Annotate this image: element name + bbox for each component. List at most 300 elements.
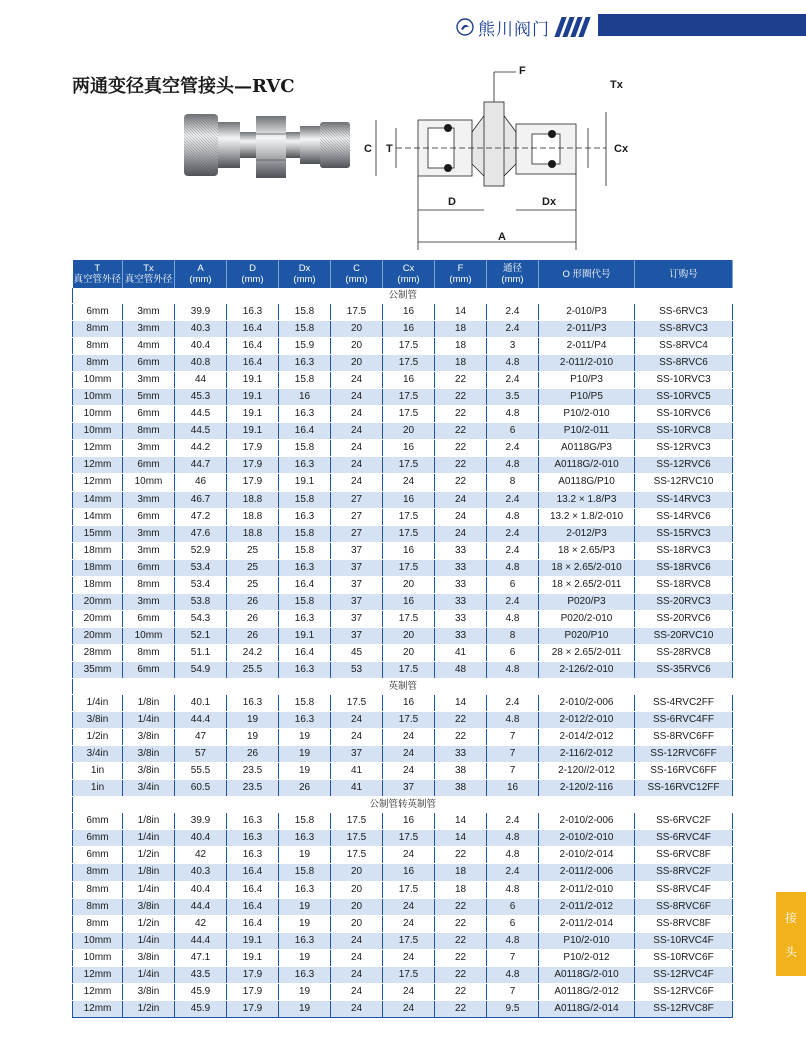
table-cell: 10mm [73, 389, 123, 406]
table-cell: 17.5 [383, 881, 435, 898]
table-cell: 6mm [73, 813, 123, 830]
column-header [175, 260, 227, 288]
table-cell: 1in [73, 780, 123, 797]
table-cell: 9.5 [487, 1000, 539, 1017]
column-header [123, 260, 175, 288]
table-cell: 4.8 [487, 830, 539, 847]
table-cell: 18.8 [227, 491, 279, 508]
table-cell: 24 [383, 746, 435, 763]
table-cell: 1/4in [123, 881, 175, 898]
table-cell: 8mm [73, 864, 123, 881]
table-cell: 17.5 [383, 355, 435, 372]
table-cell: A0118G/2-012 [539, 983, 635, 1000]
table-row [73, 729, 733, 746]
table-cell: 25 [227, 542, 279, 559]
table-cell: 16.3 [227, 813, 279, 830]
column-header-line: O 形圈代号 [562, 268, 611, 280]
table-cell: 16.3 [279, 406, 331, 423]
table-cell: 19.1 [227, 932, 279, 949]
table-cell: 16.4 [227, 898, 279, 915]
table-cell: 44.4 [175, 712, 227, 729]
table-cell: 3/8in [73, 712, 123, 729]
table-cell: 24 [331, 423, 383, 440]
table-cell: 44.2 [175, 440, 227, 457]
table-cell: 22 [435, 406, 487, 423]
table-cell: 6 [487, 423, 539, 440]
table-cell: 12mm [73, 474, 123, 491]
table-cell: 3/8in [123, 898, 175, 915]
table-cell: SS-8RVC6F [635, 898, 733, 915]
table-row [73, 695, 733, 712]
table-cell: SS-8RVC4 [635, 338, 733, 355]
table-cell: 1/2in [123, 1000, 175, 1017]
table-cell: 45.9 [175, 983, 227, 1000]
table-cell: 4.8 [487, 457, 539, 474]
column-header-line: C [353, 263, 360, 274]
table-cell: 16.4 [279, 576, 331, 593]
table-cell: 28mm [73, 644, 123, 661]
table-cell: 7 [487, 729, 539, 746]
table-cell: 16 [383, 593, 435, 610]
table-cell: 27 [331, 491, 383, 508]
table-row [73, 491, 733, 508]
table-cell: 17.5 [331, 695, 383, 712]
table-cell: 20 [331, 321, 383, 338]
table-cell: 19 [279, 763, 331, 780]
table-cell: 18 [435, 881, 487, 898]
label-t: T [386, 143, 393, 155]
table-row [73, 746, 733, 763]
label-a: A [498, 231, 506, 243]
table-row [73, 780, 733, 797]
table-cell: 4mm [123, 338, 175, 355]
table-cell: 3mm [123, 440, 175, 457]
table-row [73, 644, 733, 661]
table-cell: 1/4in [73, 695, 123, 712]
table-cell: SS-20RVC6 [635, 610, 733, 627]
table-cell: 53.4 [175, 559, 227, 576]
section-title: 公制管 [73, 288, 733, 304]
table-cell: 19.1 [227, 406, 279, 423]
table-cell: 22 [435, 932, 487, 949]
column-header-line: F [457, 263, 464, 274]
column-header [279, 260, 331, 288]
table-cell: 17.5 [383, 406, 435, 423]
table-row [73, 474, 733, 491]
table-cell: 2-012/2-010 [539, 712, 635, 729]
table-cell: 10mm [73, 932, 123, 949]
table-cell: 17.5 [383, 559, 435, 576]
table-cell: 22 [435, 423, 487, 440]
table-cell: 47 [175, 729, 227, 746]
table-cell: 16.3 [279, 830, 331, 847]
brand-header [456, 14, 590, 40]
table-cell: 19.1 [227, 389, 279, 406]
table-cell: 40.4 [175, 881, 227, 898]
table-cell: 25 [227, 576, 279, 593]
table-cell: 10mm [73, 949, 123, 966]
table-cell: 15.8 [279, 321, 331, 338]
table-row [73, 983, 733, 1000]
table-cell: 25.5 [227, 661, 279, 678]
column-header-line: (mm) [241, 274, 264, 285]
table-cell: 17.5 [383, 712, 435, 729]
table-cell: 18 [435, 864, 487, 881]
table-cell: 3/8in [123, 983, 175, 1000]
table-cell: 27 [331, 525, 383, 542]
table-cell: 53 [331, 661, 383, 678]
table-cell: SS-8RVC3 [635, 321, 733, 338]
table-cell: 22 [435, 457, 487, 474]
table-cell: A0118G/2-010 [539, 457, 635, 474]
table-cell: 25 [227, 559, 279, 576]
table-row [73, 847, 733, 864]
column-header-line: (mm) [501, 274, 524, 285]
table-cell: 2-126/2-010 [539, 661, 635, 678]
table-cell: 19 [279, 1000, 331, 1017]
table-cell: 4.8 [487, 932, 539, 949]
column-header [487, 260, 539, 288]
table-cell: 33 [435, 627, 487, 644]
table-cell: 37 [331, 627, 383, 644]
table-cell: 40.8 [175, 355, 227, 372]
table-cell: 17.5 [383, 457, 435, 474]
table-cell: 18mm [73, 542, 123, 559]
column-header-line: D [249, 263, 256, 274]
table-cell: 17.5 [331, 847, 383, 864]
table-cell: 16.3 [279, 932, 331, 949]
table-cell: 1/8in [123, 813, 175, 830]
table-cell: 3mm [123, 372, 175, 389]
table-cell: 2-011/2-006 [539, 864, 635, 881]
table-cell: 44 [175, 372, 227, 389]
table-cell: 17.5 [331, 813, 383, 830]
table-cell: 2-010/2-014 [539, 847, 635, 864]
table-cell: 16.3 [279, 661, 331, 678]
table-cell: 24 [435, 508, 487, 525]
table-cell: 17.5 [383, 830, 435, 847]
column-header-line: (mm) [293, 274, 316, 285]
table-cell: 6mm [123, 406, 175, 423]
table-cell: 24 [383, 949, 435, 966]
table-cell: 3.5 [487, 389, 539, 406]
table-row [73, 576, 733, 593]
table-cell: A0118G/2-010 [539, 966, 635, 983]
table-cell: 16.4 [279, 423, 331, 440]
table-row [73, 864, 733, 881]
table-cell: 16.4 [227, 338, 279, 355]
table-cell: 16.3 [227, 830, 279, 847]
table-row [73, 610, 733, 627]
table-cell: 17.9 [227, 440, 279, 457]
table-cell: 24 [383, 1000, 435, 1017]
table-cell: 53.4 [175, 576, 227, 593]
table-row [73, 763, 733, 780]
table-cell: 16 [383, 440, 435, 457]
table-cell: 17.5 [383, 525, 435, 542]
table-row [73, 813, 733, 830]
table-cell: 12mm [73, 457, 123, 474]
table-row [73, 542, 733, 559]
table-cell: 16 [383, 813, 435, 830]
table-cell: 22 [435, 389, 487, 406]
table-cell: 15.8 [279, 695, 331, 712]
table-cell: 24 [331, 712, 383, 729]
brand-name: 熊川阀门 [478, 19, 550, 40]
table-cell: 20 [331, 338, 383, 355]
table-row [73, 338, 733, 355]
table-cell: 6mm [123, 559, 175, 576]
table-cell: 4.8 [487, 355, 539, 372]
table-cell: 48 [435, 661, 487, 678]
table-row [73, 372, 733, 389]
table-cell: 17.9 [227, 966, 279, 983]
table-cell: 33 [435, 746, 487, 763]
table-cell: 20 [383, 576, 435, 593]
table-cell: 44.4 [175, 898, 227, 915]
table-cell: 41 [435, 644, 487, 661]
table-cell: 2-116/2-012 [539, 746, 635, 763]
table-cell: A0118G/2-014 [539, 1000, 635, 1017]
table-cell: 8mm [73, 355, 123, 372]
table-cell: 4.8 [487, 610, 539, 627]
table-cell: 24 [331, 949, 383, 966]
table-cell: 17.5 [383, 661, 435, 678]
table-cell: 17.5 [383, 932, 435, 949]
table-cell: 17.5 [383, 338, 435, 355]
table-cell: 10mm [73, 406, 123, 423]
table-cell: 4.8 [487, 559, 539, 576]
table-cell: 2-012/P3 [539, 525, 635, 542]
table-cell: 33 [435, 576, 487, 593]
table-cell: 19 [279, 729, 331, 746]
header-row [73, 260, 733, 288]
table-cell: 6 [487, 915, 539, 932]
table-cell: 51.1 [175, 644, 227, 661]
table-cell: SS-14RVC6 [635, 508, 733, 525]
table-row [73, 966, 733, 983]
table-cell: 14 [435, 813, 487, 830]
table-cell: 14 [435, 830, 487, 847]
table-cell: 19 [279, 949, 331, 966]
table-cell: 4.8 [487, 661, 539, 678]
table-cell: SS-6RVC8F [635, 847, 733, 864]
table-cell: SS-18RVC6 [635, 559, 733, 576]
table-cell: 2.4 [487, 695, 539, 712]
table-cell: 16.4 [227, 355, 279, 372]
table-cell: 1/4in [123, 830, 175, 847]
table-cell: 18mm [73, 559, 123, 576]
table-cell: 2-010/2-010 [539, 830, 635, 847]
table-cell: 24 [435, 491, 487, 508]
table-cell: 26 [227, 593, 279, 610]
table-row [73, 932, 733, 949]
table-cell: 16.3 [279, 881, 331, 898]
label-f: F [519, 65, 526, 77]
table-cell: 8mm [73, 881, 123, 898]
table-cell: 2-011/2-014 [539, 915, 635, 932]
table-cell: SS-8RVC6 [635, 355, 733, 372]
table-cell: 16.3 [227, 695, 279, 712]
table-cell: 4.8 [487, 881, 539, 898]
column-header [331, 260, 383, 288]
column-header-line: (mm) [397, 274, 420, 285]
label-cx: Cx [614, 143, 629, 155]
table-cell: 2-011/P3 [539, 321, 635, 338]
table-row [73, 508, 733, 525]
table-cell: 6mm [73, 847, 123, 864]
table-cell: 10mm [73, 423, 123, 440]
table-cell: SS-8RVC8F [635, 915, 733, 932]
table-cell: 2.4 [487, 372, 539, 389]
table-cell: 24 [383, 847, 435, 864]
table-cell: 47.2 [175, 508, 227, 525]
table-cell: 20 [383, 627, 435, 644]
table-cell: 14 [435, 695, 487, 712]
table-cell: SS-18RVC8 [635, 576, 733, 593]
table-cell: 16.4 [279, 644, 331, 661]
table-cell: 20 [331, 881, 383, 898]
table-cell: 23.5 [227, 763, 279, 780]
table-cell: 24 [331, 983, 383, 1000]
table-cell: P10/2-010 [539, 932, 635, 949]
table-cell: SS-12RVC8F [635, 1000, 733, 1017]
side-tab [776, 892, 806, 976]
table-cell: 24 [331, 457, 383, 474]
table-cell: 37 [331, 746, 383, 763]
table-cell: 20 [331, 355, 383, 372]
table-cell: 6 [487, 644, 539, 661]
table-cell: 3mm [123, 304, 175, 321]
table-row [73, 1000, 733, 1017]
table-cell: 3/8in [123, 746, 175, 763]
table-cell: 14mm [73, 491, 123, 508]
section-row [73, 288, 733, 304]
table-cell: 3mm [123, 491, 175, 508]
table-cell: 2-120//2-012 [539, 763, 635, 780]
table-cell: 24 [383, 898, 435, 915]
table-cell: 19.1 [227, 372, 279, 389]
table-cell: 13.2 × 1.8/2-010 [539, 508, 635, 525]
table-cell: 16 [383, 321, 435, 338]
table-cell: 16.3 [279, 457, 331, 474]
table-cell: 18 × 2.65/2-010 [539, 559, 635, 576]
table-cell: 16 [383, 695, 435, 712]
table-cell: 2-011/P4 [539, 338, 635, 355]
table-cell: 47.1 [175, 949, 227, 966]
table-cell: 8mm [123, 576, 175, 593]
table-cell: SS-6RVC4FF [635, 712, 733, 729]
table-cell: 16 [383, 372, 435, 389]
table-cell: 16 [383, 542, 435, 559]
table-cell: SS-12RVC3 [635, 440, 733, 457]
side-tab-char: 头 [784, 944, 797, 959]
table-cell: 15.8 [279, 864, 331, 881]
table-row [73, 627, 733, 644]
table-cell: 7 [487, 746, 539, 763]
table-cell: 6mm [123, 457, 175, 474]
table-cell: 53.8 [175, 593, 227, 610]
table-cell: 19.1 [227, 949, 279, 966]
table-cell: 37 [331, 593, 383, 610]
column-header-line: (mm) [449, 274, 472, 285]
table-cell: 16 [383, 864, 435, 881]
table-cell: 24 [331, 932, 383, 949]
table-cell: 24 [331, 372, 383, 389]
column-header-line: T [94, 263, 101, 274]
table-cell: 19 [279, 746, 331, 763]
table-cell: 40.1 [175, 695, 227, 712]
table-cell: 40.4 [175, 338, 227, 355]
table-row [73, 389, 733, 406]
table-cell: 16 [383, 491, 435, 508]
label-d: D [448, 196, 456, 208]
table-cell: P10/2-010 [539, 406, 635, 423]
table-cell: 18 [435, 321, 487, 338]
table-cell: 15.8 [279, 525, 331, 542]
column-header-line: 真空管外径 [124, 274, 173, 285]
table-cell: SS-10RVC6 [635, 406, 733, 423]
table-cell: 8 [487, 627, 539, 644]
brand-bar [598, 14, 806, 36]
table-cell: SS-6RVC2F [635, 813, 733, 830]
table-cell: 2-010/2-006 [539, 813, 635, 830]
table-cell: 42 [175, 847, 227, 864]
table-cell: 18 [435, 355, 487, 372]
table-cell: 26 [227, 610, 279, 627]
table-cell: SS-12RVC6FF [635, 746, 733, 763]
table-row [73, 559, 733, 576]
table-cell: 44.4 [175, 932, 227, 949]
table-cell: 12mm [73, 440, 123, 457]
table-cell: 8mm [123, 423, 175, 440]
table-cell: 22 [435, 440, 487, 457]
table-cell: 15.8 [279, 593, 331, 610]
column-header [539, 260, 635, 288]
table-cell: 17.9 [227, 474, 279, 491]
table-cell: 44.5 [175, 423, 227, 440]
table-cell: 15.8 [279, 372, 331, 389]
table-cell: 57 [175, 746, 227, 763]
table-cell: 24 [331, 474, 383, 491]
table-row [73, 661, 733, 678]
table-row [73, 457, 733, 474]
table-cell: 24 [383, 983, 435, 1000]
table-cell: 39.9 [175, 304, 227, 321]
table-cell: 33 [435, 559, 487, 576]
table-cell: 19 [227, 712, 279, 729]
table-cell: 15.8 [279, 491, 331, 508]
table-row [73, 898, 733, 915]
table-cell: P10/2-011 [539, 423, 635, 440]
label-dx: Dx [542, 196, 557, 208]
table-cell: 17.5 [331, 304, 383, 321]
table-cell: 45.9 [175, 1000, 227, 1017]
table-cell: 38 [435, 763, 487, 780]
table-cell: 10mm [73, 372, 123, 389]
table-cell: 37 [383, 780, 435, 797]
table-cell: 2-011/2-010 [539, 881, 635, 898]
table-cell: 18 × 2.65/P3 [539, 542, 635, 559]
table-cell: 2-120/2-116 [539, 780, 635, 797]
table-cell: SS-16RVC12FF [635, 780, 733, 797]
table-cell: 16.3 [279, 966, 331, 983]
section-row [73, 679, 733, 695]
table-cell: 24 [331, 406, 383, 423]
table-cell: 19.1 [279, 474, 331, 491]
table-cell: 2.4 [487, 304, 539, 321]
table-cell: 12mm [73, 983, 123, 1000]
